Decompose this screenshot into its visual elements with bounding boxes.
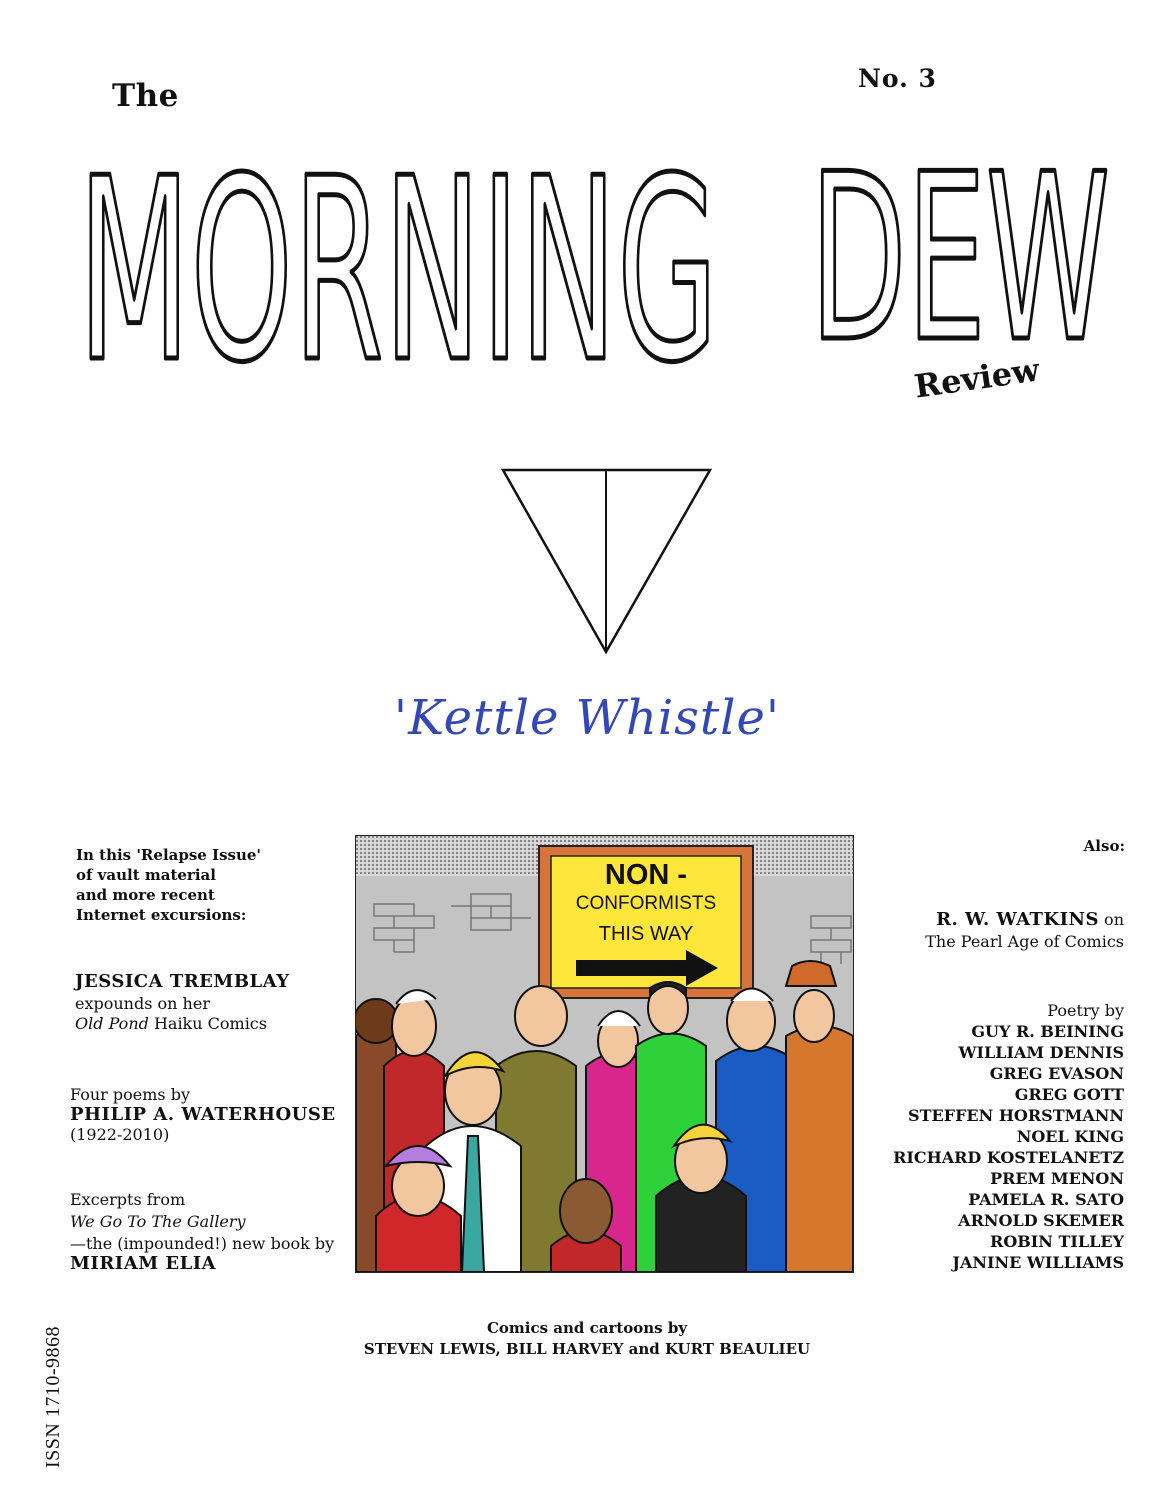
poet-name: WILLIAM DENNIS — [958, 1043, 1124, 1062]
masthead-title — [70, 88, 1130, 398]
intro-text — [76, 845, 261, 925]
masthead-review: Review — [912, 350, 1042, 406]
poet-name: STEFFEN HORSTMANN — [908, 1106, 1124, 1125]
cover-comic — [355, 835, 854, 1273]
elia-entry — [70, 1190, 334, 1274]
masthead-the: The — [112, 78, 179, 114]
poet-name: GUY R. BEINING — [971, 1022, 1124, 1041]
waterhouse-name: PHILIP A. WATERHOUSE — [70, 1104, 336, 1125]
watkins-entry — [860, 910, 1124, 952]
sign-line2: CONFORMISTS — [575, 893, 717, 914]
sign-line1: NON - — [604, 859, 688, 891]
intro-line: In this 'Relapse Issue' — [76, 846, 262, 864]
watkins-on: on — [1098, 910, 1124, 929]
intro-line: Internet excursions: — [76, 906, 247, 924]
poet-name: GREG GOTT — [1014, 1085, 1124, 1104]
poet-name: PAMELA R. SATO — [968, 1190, 1124, 1209]
tremblay-topic — [75, 1014, 290, 1034]
waterhouse-dates: (1922-2010) — [70, 1125, 170, 1144]
masthead-dew: DEW — [810, 126, 1110, 393]
triangle-logo — [500, 466, 714, 656]
watkins-topic: The Pearl Age of Comics — [925, 932, 1124, 951]
sign-line3: THIS WAY — [598, 923, 694, 945]
poetry-by-label: Poetry by — [1047, 1001, 1124, 1020]
poet-name: NOEL KING — [1016, 1127, 1124, 1146]
sign — [539, 846, 753, 998]
tremblay-name: JESSICA TREMBLAY — [75, 971, 290, 992]
issue-number: No. 3 — [858, 64, 937, 93]
elia-line: —the (impounded!) new book by — [70, 1234, 335, 1253]
issn-text: ISSN 1710-9868 — [42, 1325, 64, 1468]
masthead-morning: MORNING — [78, 125, 718, 398]
comics-credits — [0, 1318, 1174, 1360]
poet-name: GREG EVASON — [989, 1064, 1124, 1083]
poet-name: ARNOLD SKEMER — [958, 1211, 1124, 1230]
poet-name: PREM MENON — [990, 1169, 1124, 1188]
tremblay-line: expounds on her — [75, 994, 210, 1013]
elia-intro: Excerpts from — [70, 1190, 186, 1209]
comic-illustration — [356, 836, 853, 1272]
issue-subtitle: 'Kettle Whistle' — [393, 690, 781, 746]
comics-credits-label: Comics and cartoons by — [486, 1319, 688, 1337]
intro-line: of vault material — [76, 866, 216, 884]
poet-name: RICHARD KOSTELANETZ — [893, 1148, 1124, 1167]
tremblay-entry — [75, 972, 290, 1034]
poet-name: ROBIN TILLEY — [990, 1232, 1124, 1251]
intro-line: and more recent — [76, 886, 215, 904]
elia-name: MIRIAM ELIA — [70, 1253, 217, 1274]
tremblay-rest: Haiku Comics — [148, 1014, 267, 1033]
waterhouse-intro: Four poems by — [70, 1085, 190, 1104]
comics-credits-names: STEVEN LEWIS, BILL HARVEY and KURT BEAULIEU — [363, 1340, 811, 1358]
tremblay-title: Old Pond — [75, 1014, 149, 1033]
issn-number — [20, 1300, 64, 1470]
elia-title: We Go To The Gallery — [70, 1212, 246, 1231]
waterhouse-entry — [70, 1085, 336, 1145]
poetry-list — [860, 1000, 1124, 1273]
watkins-name: R. W. WATKINS — [936, 909, 1099, 930]
poet-name: JANINE WILLIAMS — [952, 1253, 1124, 1272]
also-label: Also: — [1083, 837, 1125, 855]
